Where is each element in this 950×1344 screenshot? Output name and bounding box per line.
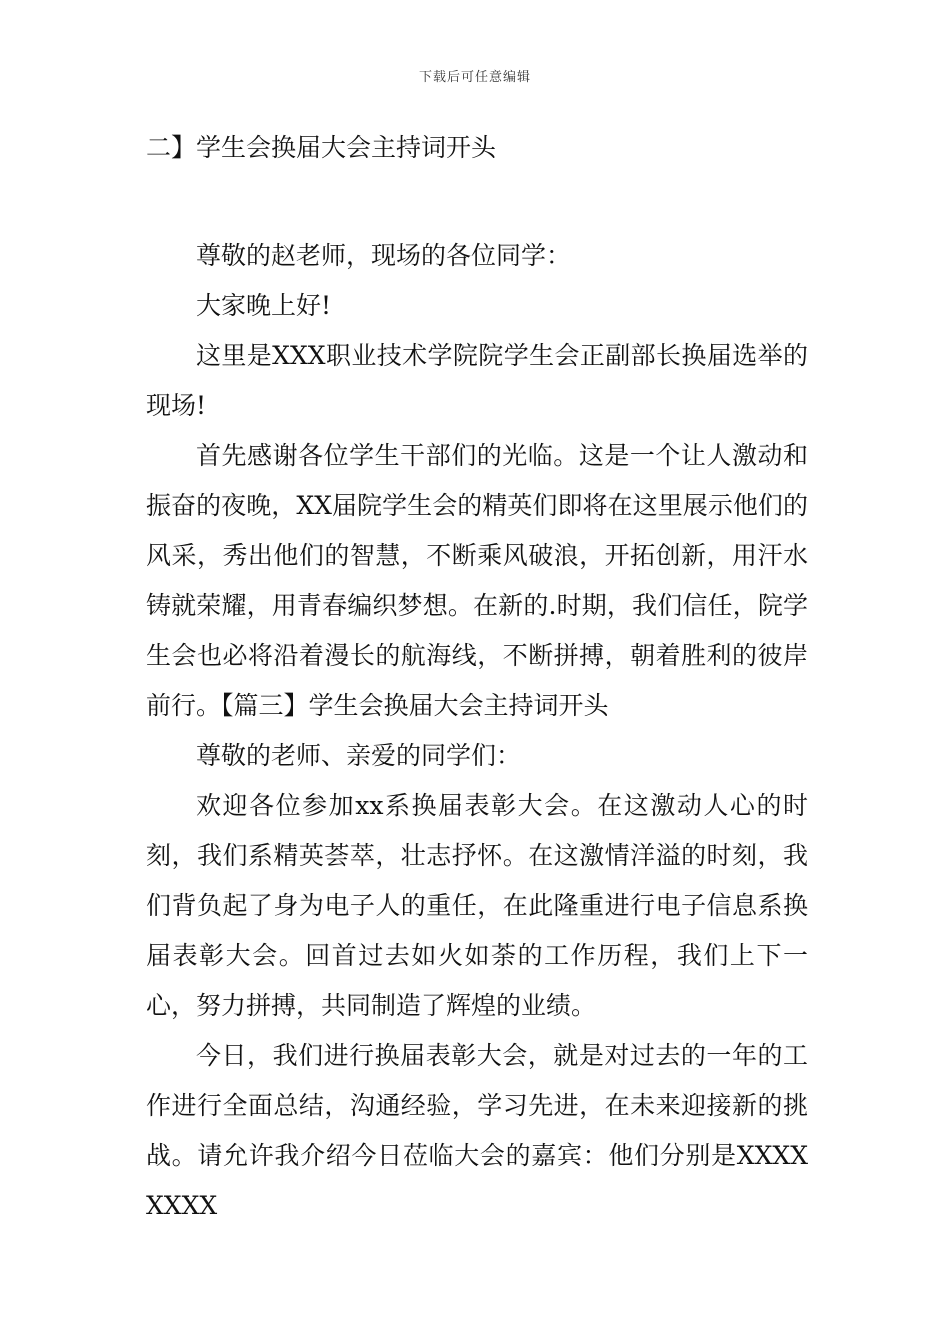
paragraph-thanks: 首先感谢各位学生干部们的光临。这是一个让人激动和振奋的夜晚，XX届院学生会的精英们即将在这里展示他们的风采，秀出他们的智慧，不断乘风破浪，开拓创新，用汗水铸就荣耀，用青春编织梦想。在新的.时期，我们信任，院学生会也必将沿着漫长的航海线，不断拼搏，朝着胜利的彼岸前行。【篇三】学生会换届大会主持词开头 (146, 441, 808, 720)
paragraph-venue: 这里是XXX职业技术学院院学生会正副部长换届选举的现场! (146, 341, 808, 420)
paragraph-welcome: 欢迎各位参加xx系换届表彰大会。在这激动人心的时刻，我们系精英荟萃，壮志抒怀。在这激情洋溢的时刻，我们背负起了身为电子人的重任，在此隆重进行电子信息系换届表彰大会。回首过去如火如荼的工作历程，我们上下一心，努力拼搏，共同制造了辉煌的业绩。 (146, 791, 808, 1020)
document-body (146, 231, 808, 1231)
paragraph-guests: 今日，我们进行换届表彰大会，就是对过去的一年的工作进行全面总结，沟通经验，学习先进，在未来迎接新的挑战。请允许我介绍今日莅临大会的嘉宾：他们分别是XXXXXXXX (146, 1041, 808, 1220)
paragraph-greeting-2: 尊敬的老师、亲爱的同学们： (196, 741, 522, 770)
document-title: 二】学生会换届大会主持词开头 (146, 133, 497, 162)
header-note: 下载后可任意编辑 (418, 70, 531, 85)
paragraph-greeting: 尊敬的赵老师，现场的各位同学： (196, 241, 572, 270)
paragraph-good-evening: 大家晚上好! (196, 291, 332, 320)
